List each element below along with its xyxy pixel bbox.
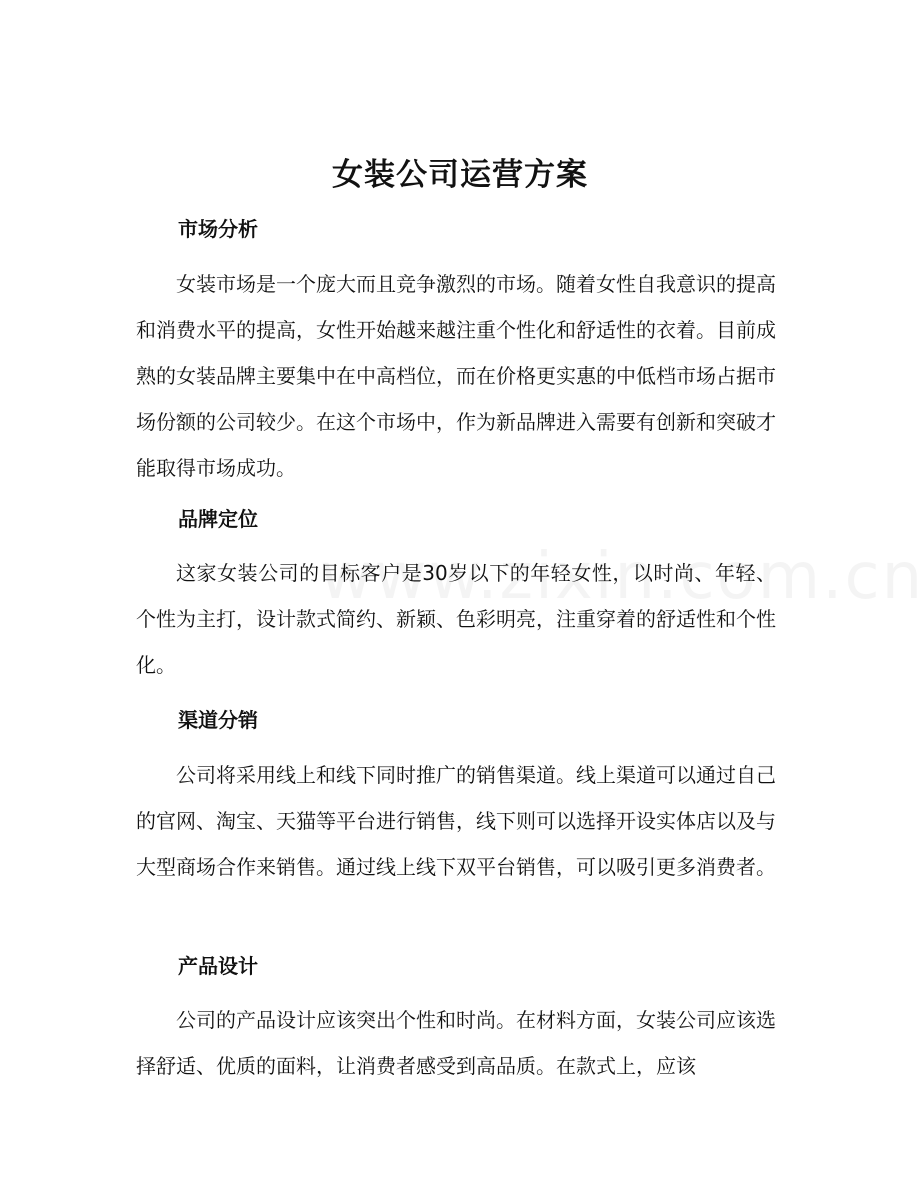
paragraph-brand-positioning: 这家女装公司的目标客户是30岁以下的年轻女性，以时尚、年轻、个性为主打，设计款式简约、新颖、色彩明亮，注重穿着的舒适性和个性化。 (136, 561, 776, 677)
section-heading-market-analysis: 市场分析 (178, 217, 258, 241)
document-title: 女装公司运营方案 (332, 157, 588, 193)
paragraph-product-design: 公司的产品设计应该突出个性和时尚。在材料方面，女装公司应该选择舒适、优质的面料，让消费者感受到高品质。在款式上，应该 (136, 1008, 776, 1078)
paragraph-market-analysis: 女装市场是一个庞大而且竞争激烈的市场。随着女性自我意识的提高和消费水平的提高，女性开始越来越注重个性化和舒适性的衣着。目前成熟的女装品牌主要集中在中高档位，而在价格更实惠的中低档市场占据市场份额的公司较少。在这个市场中，作为新品牌进入需要有创新和突破才能取得市场成功。 (136, 272, 776, 480)
section-heading-brand-positioning: 品牌定位 (178, 507, 258, 531)
section-heading-channel-distribution: 渠道分销 (178, 708, 258, 732)
paragraph-channel-distribution: 公司将采用线上和线下同时推广的销售渠道。线上渠道可以通过自己的官网、淘宝、天猫等平台进行销售，线下则可以选择开设实体店以及与大型商场合作来销售。通过线上线下双平台销售，可以吸引更多消费者。 (136, 763, 776, 879)
section-heading-product-design: 产品设计 (178, 954, 258, 978)
